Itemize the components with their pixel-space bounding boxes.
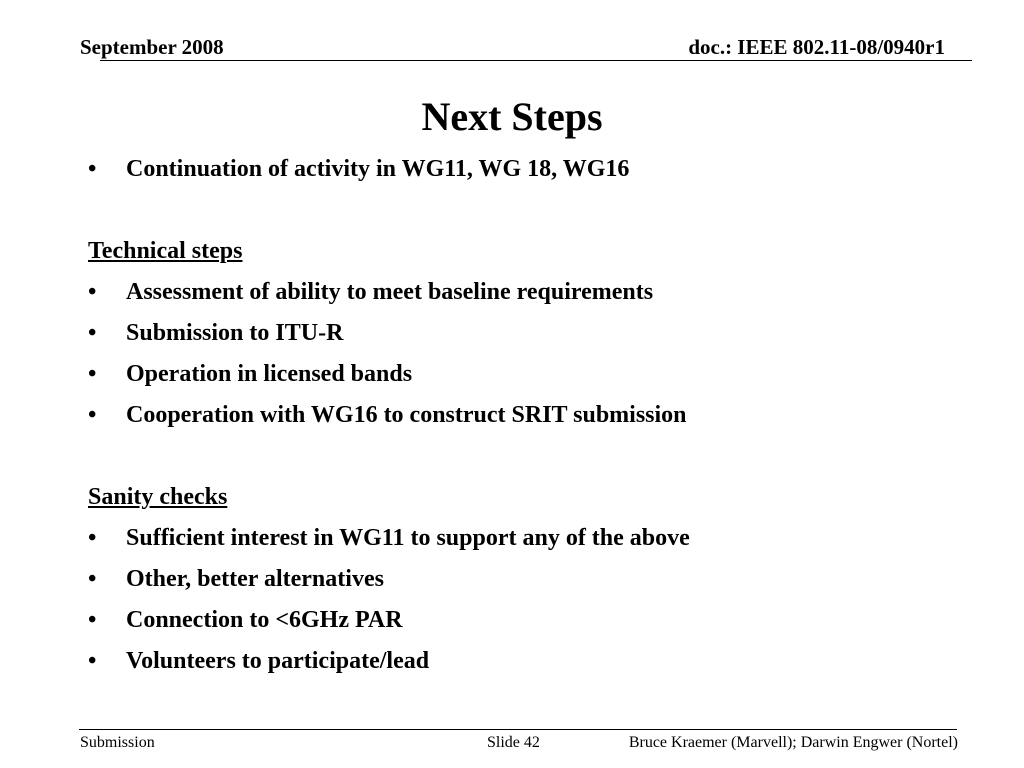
list-item-text: Volunteers to participate/lead — [126, 648, 430, 674]
header-doc-id: doc.: IEEE 802.11-08/0940r1 — [688, 35, 945, 59]
footer-slide-number: Slide 42 — [487, 734, 540, 751]
bullet-icon: • — [88, 607, 97, 633]
section-heading-technical — [88, 231, 988, 272]
list-item — [88, 313, 988, 354]
bullet-icon: • — [88, 525, 97, 551]
slide-body — [88, 149, 988, 682]
bullet-icon: • — [88, 156, 97, 182]
list-item-text: Submission to ITU-R — [126, 320, 344, 346]
slide-title: Next Steps — [421, 94, 603, 139]
header-rule — [100, 60, 972, 61]
list-item — [88, 559, 988, 600]
list-item — [88, 600, 988, 641]
list-item-text: Operation in licensed bands — [126, 361, 413, 387]
footer-submission: Submission — [80, 734, 155, 751]
list-item — [88, 149, 988, 190]
bullet-icon: • — [88, 402, 97, 428]
list-item-text: Connection to <6GHz PAR — [126, 607, 403, 633]
list-item-text: Continuation of activity in WG11, WG 18, WG16 — [126, 156, 630, 182]
footer-authors: Bruce Kraemer (Marvell); Darwin Engwer (Nortel) — [628, 734, 958, 751]
list-item — [88, 272, 988, 313]
spacer — [88, 190, 988, 231]
list-item — [88, 518, 988, 559]
bullet-icon: • — [88, 566, 97, 592]
bullet-icon: • — [88, 320, 97, 346]
list-item-text: Cooperation with WG16 to construct SRIT submission — [126, 402, 687, 428]
footer-rule — [79, 729, 957, 730]
list-item — [88, 641, 988, 682]
list-item — [88, 395, 988, 436]
bullet-icon: • — [88, 361, 97, 387]
section-heading-sanity — [88, 477, 988, 518]
section-heading-text: Technical steps — [88, 238, 243, 264]
bullet-icon: • — [88, 648, 97, 674]
list-item-text: Assessment of ability to meet baseline requirements — [126, 279, 654, 305]
header-date: September 2008 — [80, 35, 224, 59]
bullet-icon: • — [88, 279, 97, 305]
list-item — [88, 354, 988, 395]
list-item-text: Other, better alternatives — [126, 566, 384, 592]
list-item-text: Sufficient interest in WG11 to support any of the above — [126, 525, 690, 551]
section-heading-text: Sanity checks — [88, 484, 228, 510]
spacer — [88, 436, 988, 477]
